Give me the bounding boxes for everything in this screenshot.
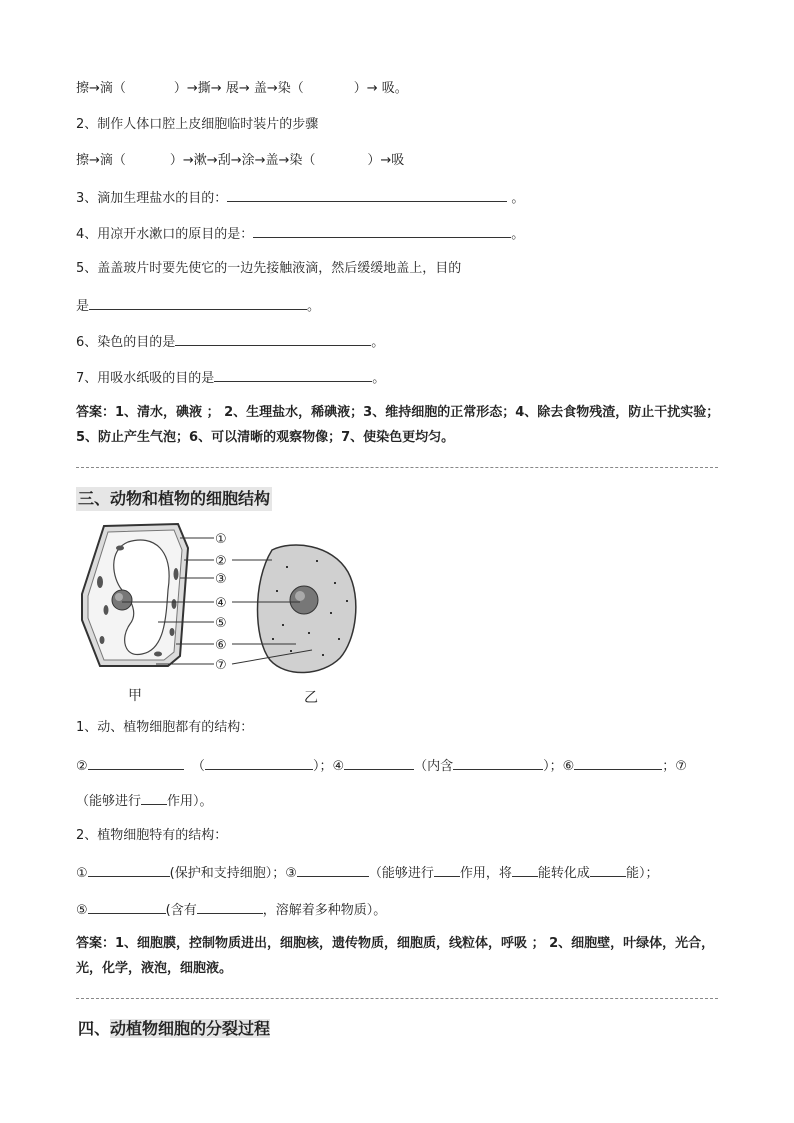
answer-blank[interactable] — [214, 368, 372, 382]
answer-blank[interactable] — [590, 863, 626, 877]
answer-blank[interactable] — [88, 900, 166, 914]
answer-blank[interactable] — [434, 863, 460, 877]
section-3-heading: 三、动物和植物的细胞结构 — [76, 487, 272, 511]
question-3: 3、滴加生理盐水的目的： 。 — [76, 188, 524, 208]
label-7: ⑦ — [215, 658, 227, 673]
answer-blank[interactable] — [227, 188, 507, 202]
section-divider — [76, 467, 718, 468]
answer-section-3: 答案：1、细胞膜，控制物质进出，细胞核，遗传物质，细胞质，线粒体，呼吸 ； 2、细胞壁，叶绿体，光合，光，化学，液泡，细胞液。 — [76, 936, 715, 976]
answer-blank[interactable] — [574, 756, 662, 770]
plant-cell-diagram — [82, 524, 188, 666]
answer-blank[interactable] — [197, 900, 263, 914]
question-7: 7、用吸水纸吸的目的是 。 — [76, 368, 385, 388]
animal-cell-diagram — [258, 545, 356, 673]
answer-blank[interactable] — [297, 863, 369, 877]
section-4-heading: 四、动植物细胞的分裂过程 — [78, 1019, 271, 1038]
question-5: 5、盖盖玻片时要先使它的一边先接触液滴，然后缓缓地盖上，目的 — [76, 261, 462, 276]
s3-question-1-line: ② （ ）；④ （内含 ）；⑥ ；⑦ — [76, 756, 687, 776]
cell-structure-figure — [76, 520, 366, 710]
step-line-onion: 擦→滴（ ）→撕→ 展→ 盖→染（ ）→ 吸。 — [76, 81, 408, 96]
answer-blank[interactable] — [141, 791, 167, 805]
answer-blank[interactable] — [344, 756, 414, 770]
question-2-title: 2、制作人体口腔上皮细胞临时装片的步骤 — [76, 117, 319, 132]
step-line-cheek: 擦→滴（ ）→漱→刮→涂→盖→染（ ）→吸 — [76, 153, 405, 168]
label-4: ④ — [215, 596, 227, 611]
s3-question-1-title: 1、动、植物细胞都有的结构： — [76, 720, 254, 735]
answer-blank[interactable] — [253, 224, 511, 238]
s3-question-2-line2: ⑤ (含有 ，溶解着多种物质）。 — [76, 900, 386, 920]
label-1: ① — [215, 532, 227, 547]
question-4: 4、用凉开水漱口的原目的是： 。 — [76, 224, 524, 244]
answer-section-2: 答案：1、清水，碘液 ； 2、生理盐水，稀碘液；3、维持细胞的正常形态；4、除去食物残渣，防止干扰实验；5、防止产生气泡；6、可以清晰的观察物像；7、使染色更均匀。 — [76, 405, 720, 445]
question-6: 6、染色的目的是 。 — [76, 332, 384, 352]
s3-question-2-line1: ① (保护和支持细胞）；③ （能够进行 作用，将 能转化成 能）； — [76, 863, 658, 883]
label-5: ⑤ — [215, 616, 227, 631]
answer-blank[interactable] — [88, 756, 184, 770]
s3-question-1-line2: （能够进行 作用）。 — [76, 791, 213, 811]
caption-plant: 甲 — [128, 688, 142, 704]
s3-question-2-title: 2、植物细胞特有的结构： — [76, 828, 228, 843]
answer-blank[interactable] — [89, 296, 307, 310]
answer-blank[interactable] — [453, 756, 543, 770]
label-6: ⑥ — [215, 638, 227, 653]
caption-animal: 乙 — [304, 690, 318, 706]
section-divider — [76, 998, 718, 999]
label-2: ② — [215, 554, 227, 569]
label-3: ③ — [215, 572, 227, 587]
answer-blank[interactable] — [175, 332, 371, 346]
answer-blank[interactable] — [512, 863, 538, 877]
answer-blank[interactable] — [88, 863, 170, 877]
answer-blank[interactable] — [205, 756, 313, 770]
question-5-cont: 是 。 — [76, 296, 320, 316]
